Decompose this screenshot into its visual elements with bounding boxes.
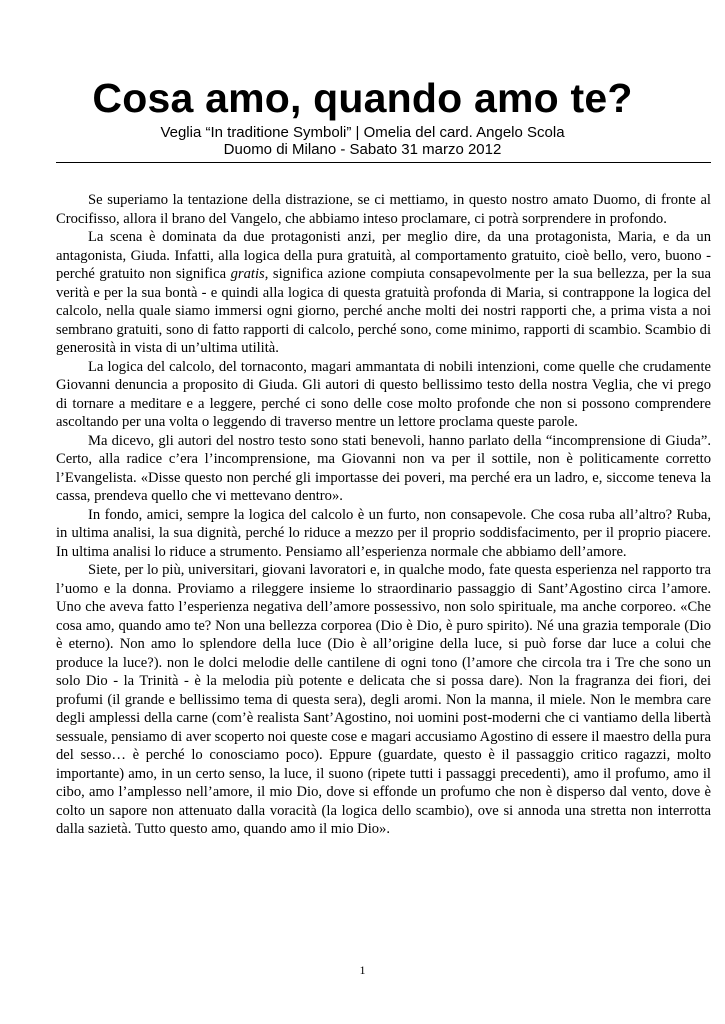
header-divider: [56, 162, 711, 163]
document-body: [56, 191, 711, 839]
paragraph-2-text-end: , significa azione compiuta consapevolmente per la sua bellezza, per la sua verità e per la sua bontà - e quindi alla logica di questa gratuità profonda di Maria, si contrappone la logica del calcolo, nella quale siamo immersi ogni giorno, perché anche molti dei nostri rapporti che, a prima vista a noi sembrano gratuiti, sono di fatto rapporti di calcolo, perché sono, come minimo, rapporti di scambio. Scambio di generosità in vista di un’ultima utilità.: [56, 266, 711, 356]
paragraph-4: Ma dicevo, gli autori del nostro testo sono stati benevoli, hanno parlato della “incomprensione di Giuda”. Certo, alla radice c’era l’incomprensione, ma Giovanni non va per il sottile, non è politicamente corretto l’Evangelista. «Disse questo non perché gli importasse dei poveri, ma perché era un ladro, e, siccome teneva la cassa, prendeva quello che vi mettevano dentro».: [56, 432, 711, 504]
paragraph-2: [56, 228, 711, 358]
document-subtitle-place-date: Duomo di Milano - Sabato 31 marzo 2012: [223, 141, 502, 158]
document-subtitle-event: Veglia “In traditione Symboli” | Omelia del card. Angelo Scola: [160, 124, 565, 141]
paragraph-5: In fondo, amici, sempre la logica del calcolo è un furto, non consapevole. Che cosa ruba all’altro? Ruba, in ultima analisi, la sua dignità, perché lo riduce a mezzo per il proprio soddisfacimento, per il proprio piacere. In ultima analisi lo riduce a strumento. Pensiamo all’esperienza normale che abbiamo dell’amore.: [56, 506, 711, 560]
paragraph-1: Se superiamo la tentazione della distrazione, se ci mettiamo, in questo nostro amato Duomo, di fronte al Crocifisso, allora il brano del Vangelo, che abbiamo inteso proclamare, ci potrà sorprendere in profondo.: [56, 192, 711, 227]
document-title: Cosa amo, quando amo te?: [92, 75, 633, 121]
page-number: 1: [359, 963, 366, 977]
paragraph-2-text-start: La scena è dominata da due protagonisti anzi, per meglio dire, da una protagonista, Maria, e da un antagonista, Giuda. Infatti, alla logica della pura gratuità, al comportamento gratuito, cioè bello, vero, buono - perché gratuito non significa: [56, 229, 711, 282]
paragraph-6: Siete, per lo più, universitari, giovani lavoratori e, in qualche modo, fate questa esperienza nel rapporto tra l’uomo e la donna. Proviamo a rileggere insieme lo straordinario passaggio di Sant’Agostino circa l’amore. Uno che aveva fatto l’esperienza negativa dell’amore possessivo, non solo spirituale, ma anche corporeo. «Che cosa amo, quando amo te? Non una bellezza corporea (Dio è Dio, è puro spirito). Né una grazia temporale (Dio è eterno). Non amo lo splendore della luce (Dio è all’origine della luce, si può forse dar luce a colui che produce la luce?). non le dolci melodie delle cantilene di ogni tono (l’amore che circola tra i Tre che sono un solo Dio - la Trinità - è la melodia più potente e delicata che si possa dare). Non la fragranza dei fiori, dei profumi (il grande e bellissimo tema di questa sera), degli aromi. Non la manna, il miele. Non le membra care degli amplessi della carne (com’è realista Sant’Agostino, noi uomini post-moderni che ci vantiamo della libertà sessuale, pensiamo di aver scoperto noi queste cose e magari accusiamo Agostino di essere il maestro della pura del sesso… è perché lo conosciamo poco). Eppure (guardate, questo è il passaggio critico ragazzi, molto importante) amo, in un certo senso, la luce, il suono (ripete tutti i passaggi precedenti), amo il profumo, amo il cibo, amo l’amplesso nell’amore, il mio Dio, dove si effonde un profumo che non è disperso dal vento, dove è colto un sapore non attenuato dalla voracità (la logica dello scambio), ove si annoda una stretta non interrotta dalla sazietà. Tutto questo amo, quando amo il mio Dio».: [56, 562, 711, 837]
paragraph-3: La logica del calcolo, del tornaconto, magari ammantata di nobili intenzioni, come quelle che crudamente Giovanni denuncia a proposito di Giuda. Gli autori di questo bellissimo testo della nostra Veglia, che vi prego di tornare a meditare e a leggere, perché ci sono delle cose molto profonde che non si possono comprendere ascoltando per una volta o leggendo di traverso mentre un lettore proclama queste parole.: [56, 358, 711, 430]
paragraph-2-emphasis: gratis: [230, 266, 265, 282]
